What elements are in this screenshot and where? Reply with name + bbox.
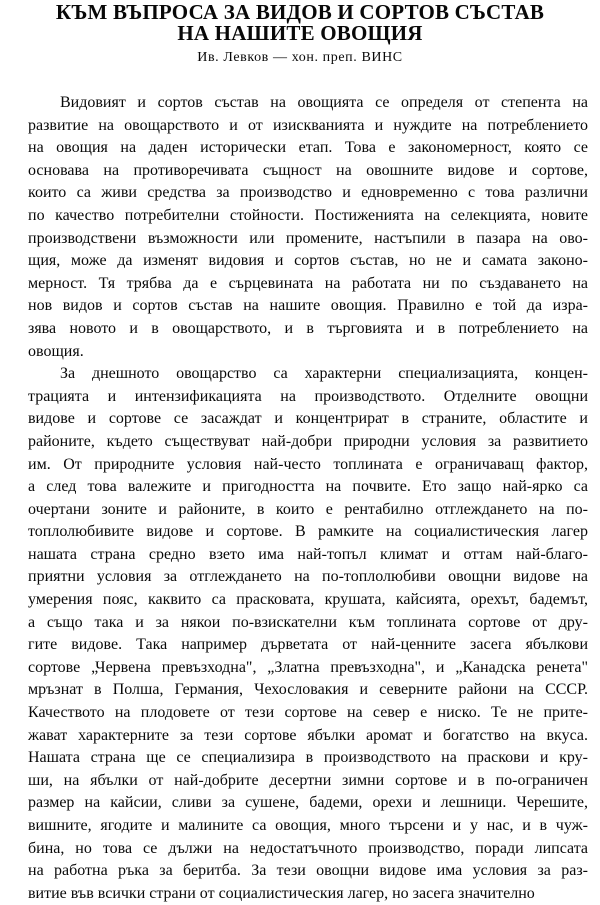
text-line: развитие на овощарството и от изискванията и нуждите на потреблението [28, 116, 588, 134]
text-line: щия, може да изменят видовия и сортов състав, но не и самата законо- [28, 252, 588, 270]
text-line: Видовият и сортов състав на овощията се определя от степента на [60, 94, 588, 111]
text-line: За днешното овощарство са характерни специализацията, концен- [60, 365, 588, 383]
text-line: Качеството на плодовете от тези сортове на север е ниско. Те не прите- [28, 704, 588, 722]
text-line: им. От природните условия най-често топлината е ограничаващ фактор, [28, 455, 588, 473]
text-line: Нашата страна ще се специализира в производството на праскови и кру- [28, 749, 588, 767]
text-line: топлолюбивите видове и сортове. В рамките на социалистическия лагер [28, 523, 588, 541]
text-line: нашата страна средно взето има най-топъл климат и оттам най-благо- [28, 545, 588, 563]
text-line: овощия. [28, 342, 84, 360]
text-line: сортове „Червена превъзходна", „Златна превъзходна", и „Канадска ренета" [28, 658, 588, 676]
text-line: основава на противоречивата същност на овошните видове и сортове, [28, 161, 588, 179]
text-line: витие във всички страни от социалистическия лагер, но засега значително [28, 884, 535, 902]
text-line: по качество потребителни стойности. Постиженията на селекцията, новите [28, 206, 588, 224]
article-body [28, 92, 588, 905]
text-line: а след това валежите и пригодността на почвите. Ето защо най-ярко са [28, 478, 588, 496]
text-line: ши, на ябълки от най-добрите десертни зимни сортове и в по-ограничен [28, 771, 588, 789]
text-line: мерност. Тя трябва да е сърцевината на работата ни по създаването на [28, 274, 588, 292]
author-byline: Ив. Левков — хон. преп. ВИНС [197, 50, 403, 65]
text-line: производствени възможности или промените, настъпили в пазара на ово- [28, 229, 588, 247]
text-line: а също така и за някои по-взискателни към топлината сортове от дру- [28, 613, 588, 631]
text-line: жават характерните за тези сортове ябълки аромат и богатство на вкуса. [28, 726, 588, 744]
text-line: приятни условия за отглеждането на по-топлолюбиви овощни видове на [28, 568, 588, 586]
text-line: вишните, ягодите и малините са овощия, много търсени и у нас, и в чуж- [28, 817, 588, 834]
text-line: нов видов и сортов състав на нашите овощия. Правилно е той да изра- [28, 297, 588, 315]
text-line: трацията и интензификацията на производството. Отделните овощни [28, 387, 588, 405]
text-line: мръзнат в Полша, Германия, Чехословакия и северните райони на СССР. [28, 681, 588, 699]
text-line: видове и сортове се засаждат и концентрират в страните, областите и [28, 410, 588, 428]
text-line: очертани зоните и районите, в които е рентабилно отглеждането на по- [28, 500, 588, 518]
text-line: зява новото и в овощарството, и в търговията и в потреблението на [28, 319, 588, 337]
article-title-line-1: КЪМ ВЪПРОСА ЗА ВИДОВ И СОРТОВ СЪСТАВ [55, 0, 545, 24]
text-line: на работна ръка за беритба. За тези овощни видове има условия за раз- [28, 862, 588, 880]
text-line: районите, където съществуват най-добри природни условия за развитието [28, 432, 588, 450]
text-line: на овощия на даден исторически етап. Това е закономерност, която се [28, 139, 588, 157]
article-title-line-2: НА НАШИТЕ ОВОЩИЯ [177, 21, 423, 45]
text-line: които са живи средства за производство и едновременно с това различни [28, 184, 588, 202]
text-line: умерения пояс, каквито са прасковата, крушата, кайсията, орехът, бадемът, [28, 591, 588, 609]
text-line: размер на кайсии, сливи за сушене, бадеми, орехи и лешници. Черешите, [28, 794, 588, 812]
text-line: гите видове. Така например дърветата от най-ценните засега ябълкови [28, 636, 588, 654]
text-line: бина, но това се дължи на недостатъчното производство, поради липсата [28, 839, 588, 857]
